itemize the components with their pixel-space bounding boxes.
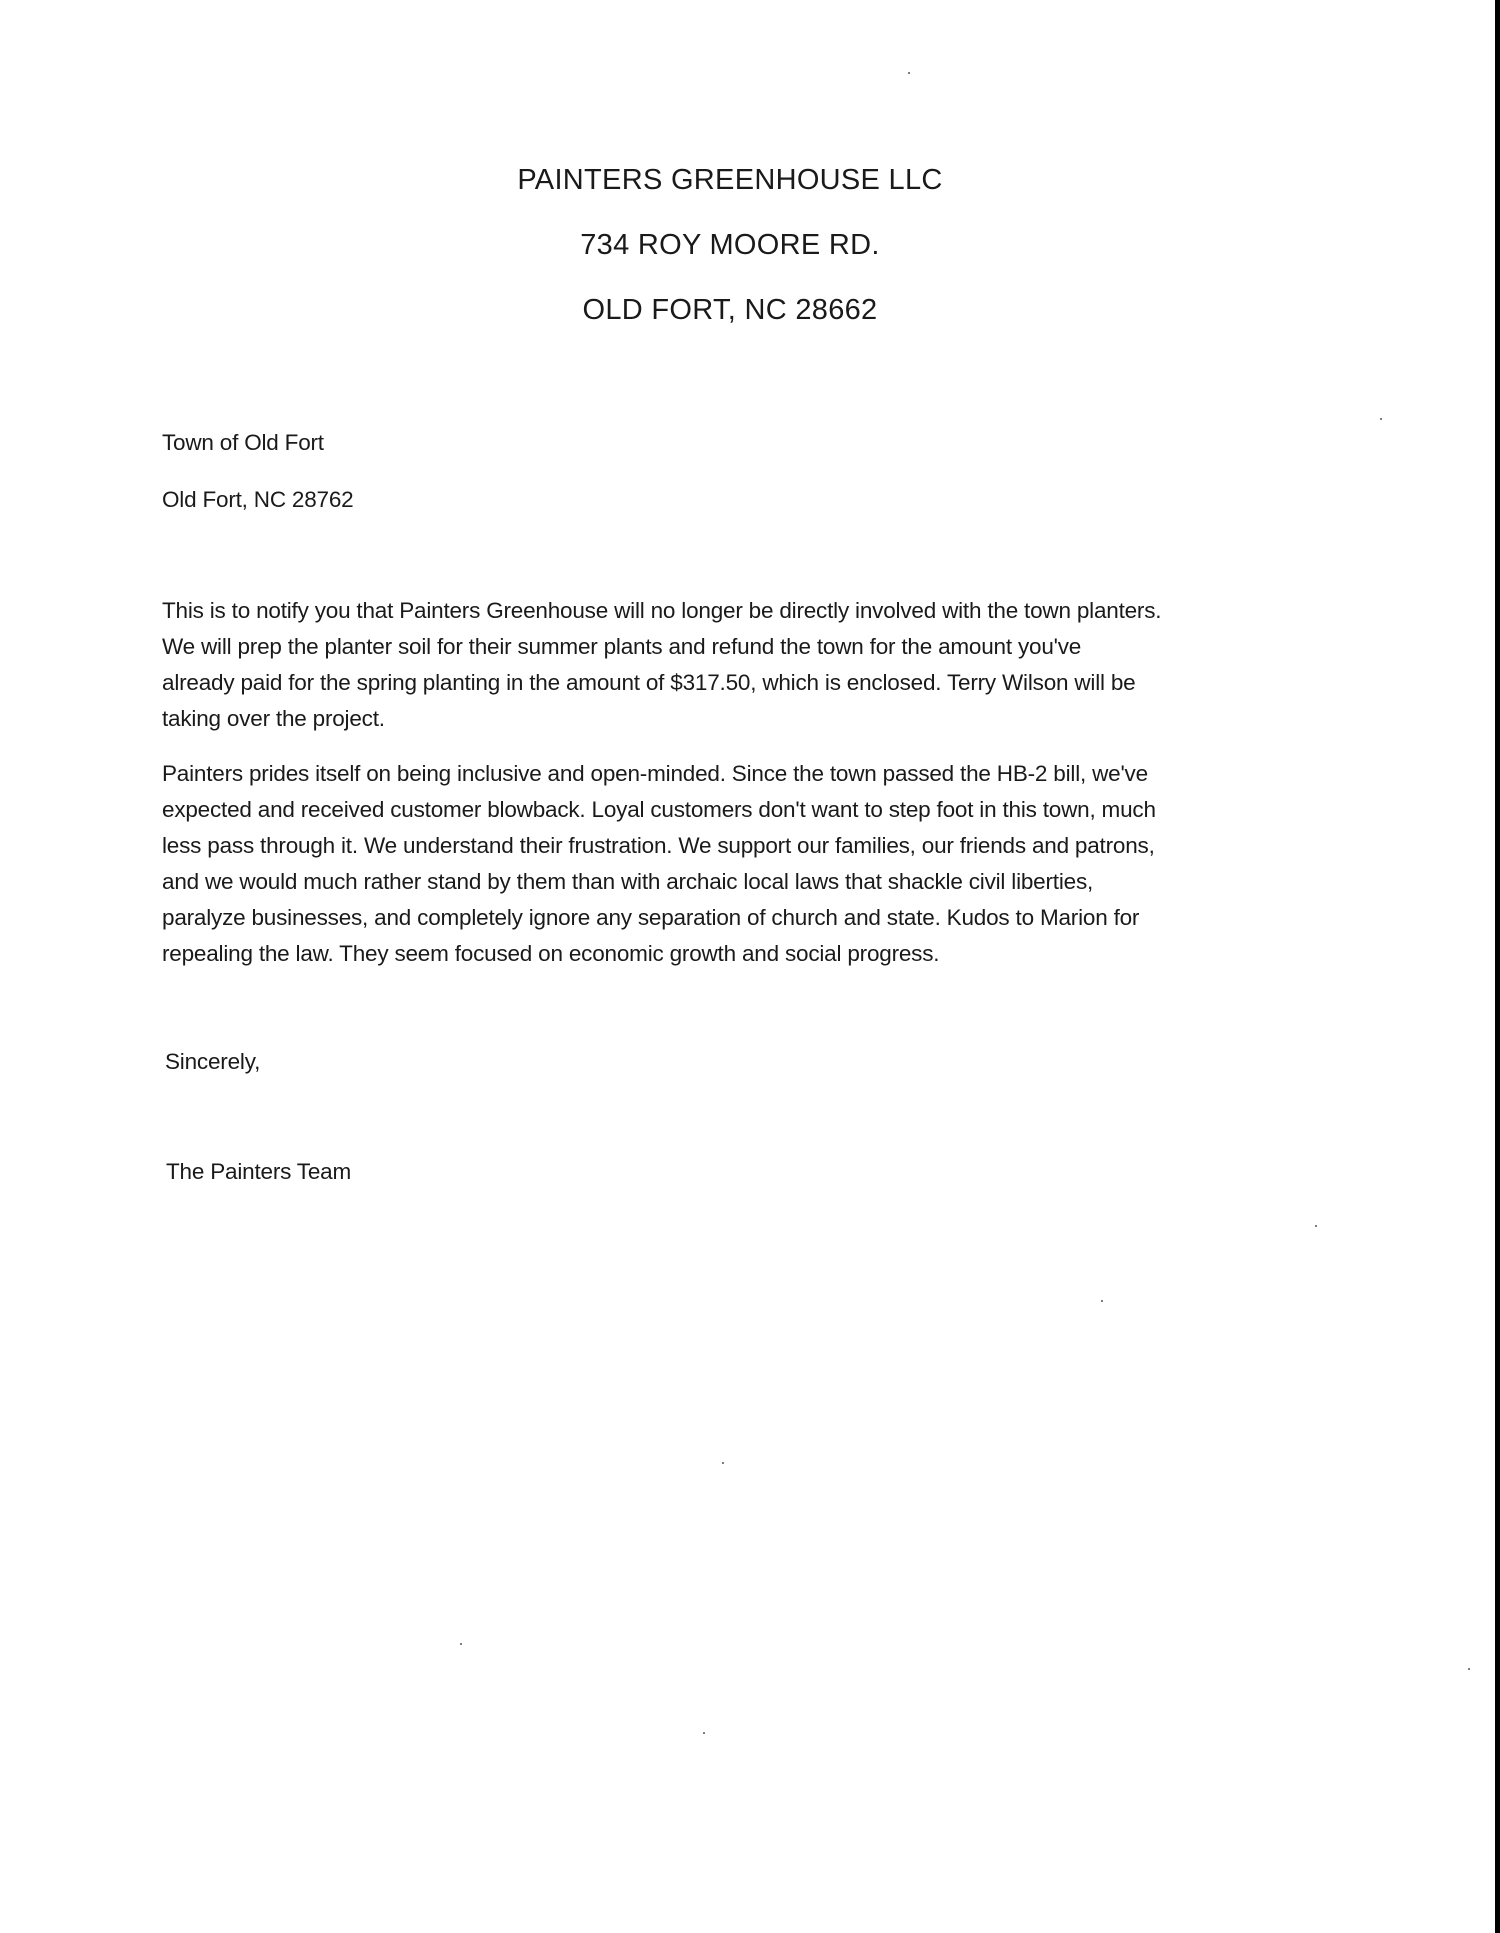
scan-speck (1101, 1300, 1103, 1302)
body-line: paralyze businesses, and completely ignore any separation of church and state. Kudos to Marion for (162, 905, 1140, 930)
letterhead-company: PAINTERS GREENHOUSE LLC (517, 164, 943, 196)
body-paragraph-1 (162, 593, 1161, 737)
body-line: taking over the project. (162, 706, 385, 731)
signature: The Painters Team (166, 1159, 352, 1184)
body-line: repealing the law. They seem focused on economic growth and social progress. (162, 941, 940, 966)
scan-speck (703, 1732, 705, 1734)
scan-speck (722, 1462, 724, 1464)
body-line: We will prep the planter soil for their summer plants and refund the town for the amount you've (162, 634, 1082, 659)
scan-speck (1468, 1668, 1470, 1670)
letterhead-city: OLD FORT, NC 28662 (582, 294, 878, 326)
recipient-name: Town of Old Fort (162, 430, 324, 455)
body-line: This is to notify you that Painters Greenhouse will no longer be directly involved with the town planters. (162, 598, 1162, 623)
scan-speck (1380, 418, 1382, 420)
scan-speck (1315, 1225, 1317, 1227)
body-line: already paid for the spring planting in the amount of $317.50, which is enclosed. Terry Wilson will be (162, 670, 1136, 695)
scan-edge (1495, 0, 1500, 1933)
body-line: less pass through it. We understand their frustration. We support our families, our friends and patrons, (162, 833, 1155, 858)
scan-speck (908, 72, 910, 74)
closing: Sincerely, (165, 1049, 261, 1074)
recipient-city: Old Fort, NC 28762 (162, 487, 354, 512)
scan-speck (460, 1643, 462, 1645)
body-line: expected and received customer blowback. Loyal customers don't want to step foot in this town, much (162, 797, 1156, 822)
body-line: Painters prides itself on being inclusive and open-minded. Since the town passed the HB-2 bill, we've (162, 761, 1148, 786)
body-paragraph-2 (162, 756, 1156, 972)
body-line: and we would much rather stand by them than with archaic local laws that shackle civil liberties, (162, 869, 1094, 894)
letterhead-street: 734 ROY MOORE RD. (580, 229, 880, 261)
